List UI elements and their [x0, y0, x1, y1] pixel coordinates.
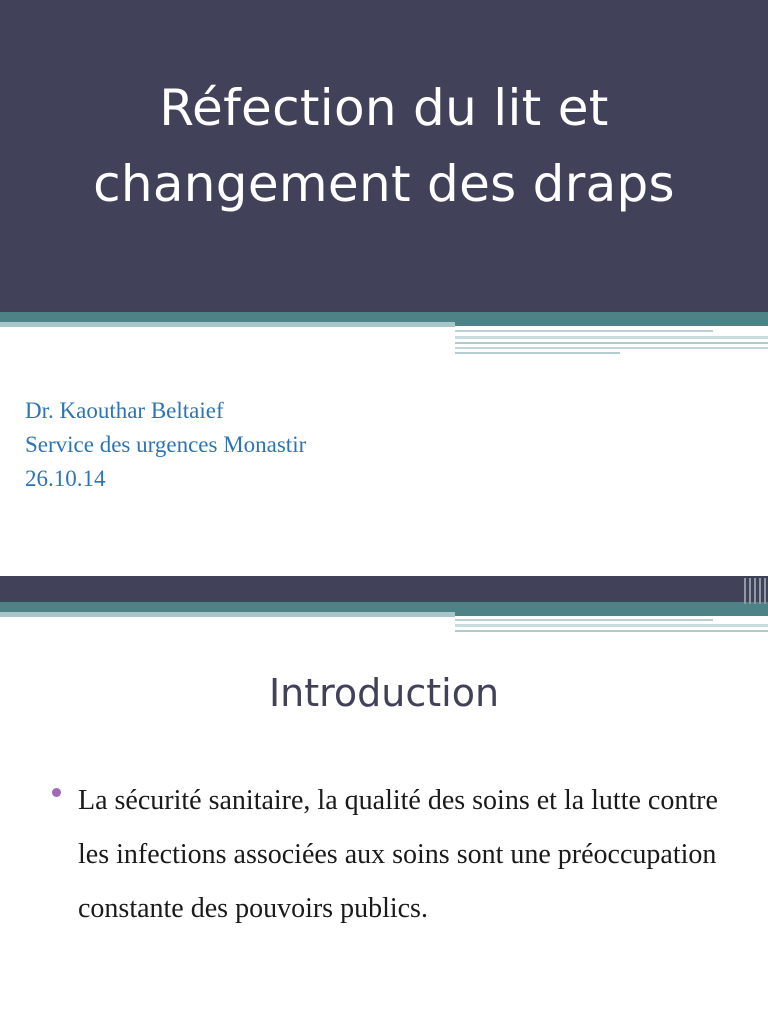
decorative-stripe [455, 330, 713, 332]
tick-mark [744, 578, 746, 604]
decorative-teal-band [0, 312, 768, 322]
decorative-stripe [455, 336, 768, 339]
slide-title-line-1: Réfection du lit et [159, 79, 609, 137]
bullet-text: La sécurité sanitaire, la qualité des soins et la lutte contre les infections associées aux soins sont une préoccupation constante des pouvoirs publics. [78, 785, 718, 924]
tick-mark [759, 578, 761, 604]
decorative-teal-band [0, 602, 768, 612]
tick-mark [749, 578, 751, 604]
decorative-stripe [455, 322, 768, 326]
list-item [52, 774, 732, 936]
presentation-date: 26.10.14 [25, 466, 106, 491]
slide-heading: Introduction [268, 671, 500, 715]
author-service: Service des urgences Monastir [25, 432, 307, 457]
decorative-stripe [455, 630, 768, 632]
slide-title [0, 70, 768, 222]
decorative-stripe [455, 352, 620, 354]
bullet-dot-icon [52, 788, 61, 797]
decorative-stripe [455, 624, 768, 627]
decorative-light-band [0, 322, 455, 327]
decorative-stripe [455, 342, 768, 344]
author-name: Dr. Kaouthar Beltaief [25, 398, 224, 423]
decorative-stripe [455, 619, 713, 621]
bullet-list [52, 774, 732, 936]
decorative-light-band [0, 612, 455, 617]
decorative-stripe [455, 347, 768, 349]
decorative-stripe [455, 612, 768, 616]
decorative-ticks [742, 578, 768, 604]
content-slide [0, 576, 768, 1024]
tick-mark [764, 578, 766, 604]
author-block [25, 394, 306, 496]
header-dark-band [0, 576, 768, 602]
tick-mark [754, 578, 756, 604]
slide-title-line-2: changement des draps [93, 155, 675, 213]
